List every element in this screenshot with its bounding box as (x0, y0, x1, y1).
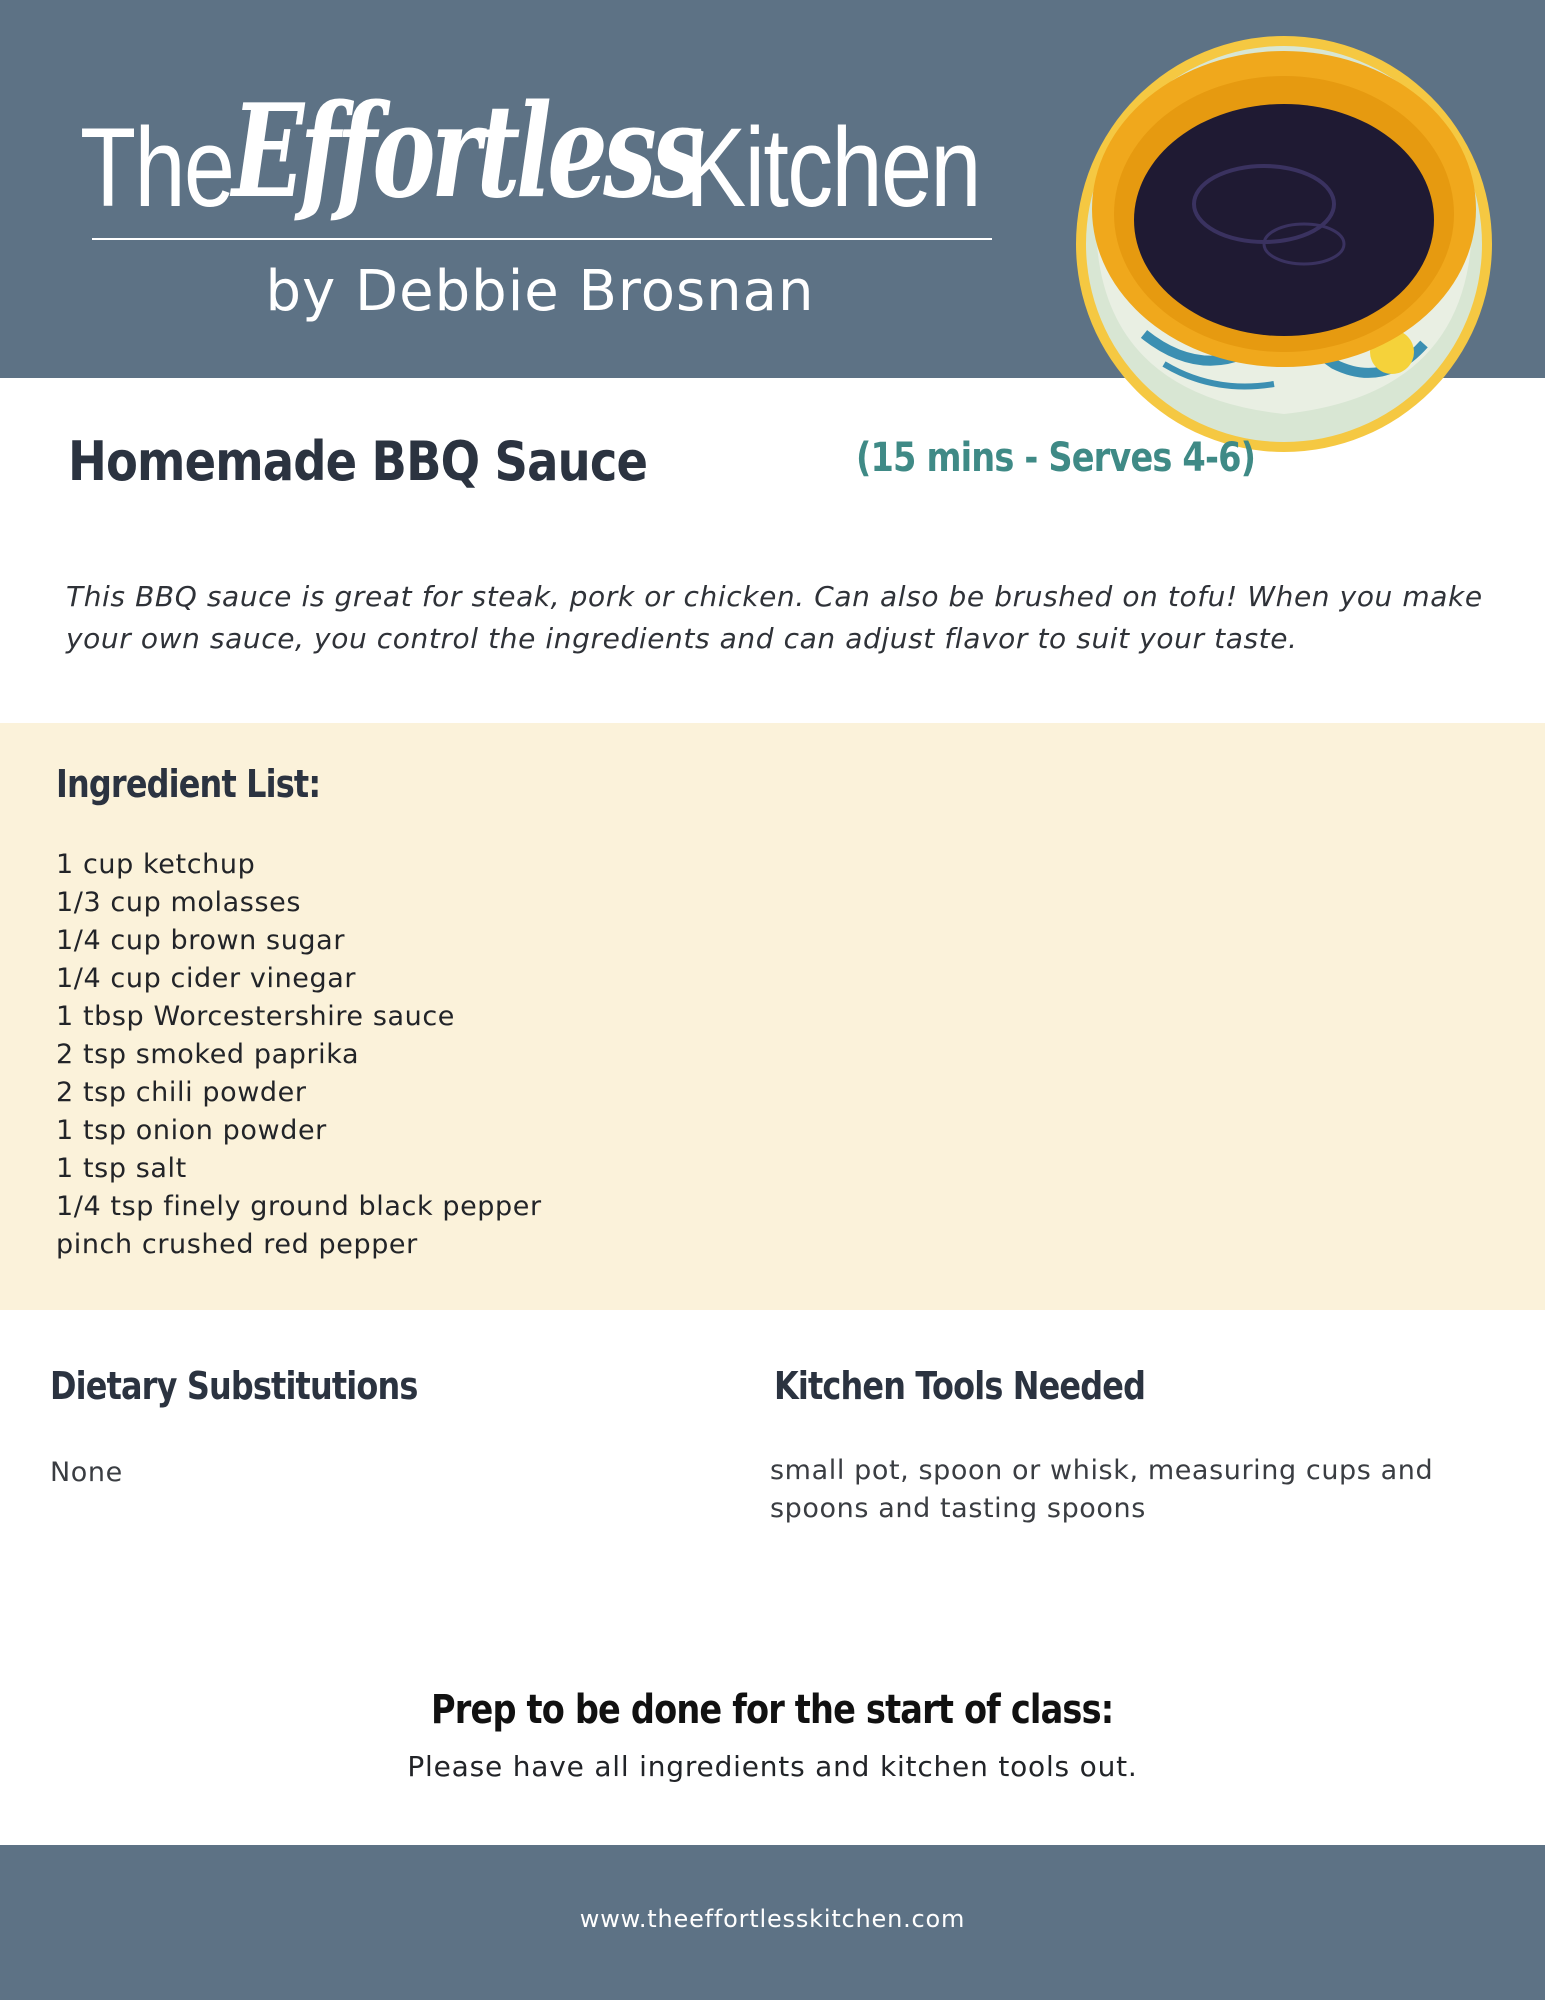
bbq-sauce-bowl-photo (1074, 34, 1494, 454)
footer-banner (0, 1845, 1545, 2000)
list-item: 1/4 cup brown sugar (56, 925, 346, 956)
prep-heading-wrap (0, 1688, 1545, 1732)
brand-word-effortless: Effortless (232, 77, 702, 227)
list-item: 1 tsp onion powder (56, 1115, 327, 1146)
list-item: 2 tsp chili powder (56, 1077, 307, 1108)
recipe-time-servings: (15 mins - Serves 4-6) (856, 435, 1256, 481)
brand-byline: by Debbie Brosnan (265, 259, 815, 324)
footer-website-link[interactable]: www.theeffortlesskitchen.com (579, 1905, 966, 1933)
list-item: 1 tbsp Worcestershire sauce (56, 1001, 455, 1032)
recipe-intro: This BBQ sauce is great for steak, pork or chicken. Can also be brushed on tofu! When you make your own sauce, you control the ingredients and can adjust flavor to suit your taste. (66, 580, 1483, 655)
brand-word-kitchen: Kitchen (685, 105, 980, 230)
ingredients-heading: Ingredient List: (56, 762, 321, 806)
brand-divider (92, 238, 992, 240)
ingredients-list (56, 846, 542, 1264)
list-item: 1 tsp salt (56, 1153, 187, 1184)
dietary-heading: Dietary Substitutions (50, 1364, 418, 1408)
list-item: pinch crushed red pepper (56, 1229, 418, 1260)
brand-wordmark (80, 70, 1000, 230)
sauce-surface (1134, 104, 1434, 336)
list-item: 1/3 cup molasses (56, 887, 301, 918)
tools-heading: Kitchen Tools Needed (774, 1364, 1146, 1408)
prep-text: Please have all ingredients and kitchen tools out. (407, 1750, 1138, 1783)
list-item: 2 tsp smoked paprika (56, 1039, 360, 1070)
list-item: 1/4 tsp finely ground black pepper (56, 1191, 542, 1222)
tools-text: small pot, spoon or whisk, measuring cups and spoons and tasting spoons (770, 1455, 1434, 1524)
recipe-title: Homemade BBQ Sauce (68, 430, 648, 493)
dietary-text: None (50, 1457, 123, 1488)
brand-word-the: The (80, 105, 234, 230)
list-item: 1/4 cup cider vinegar (56, 963, 357, 994)
list-item: 1 cup ketchup (56, 849, 256, 880)
prep-heading: Prep to be done for the start of class: (431, 1687, 1114, 1733)
